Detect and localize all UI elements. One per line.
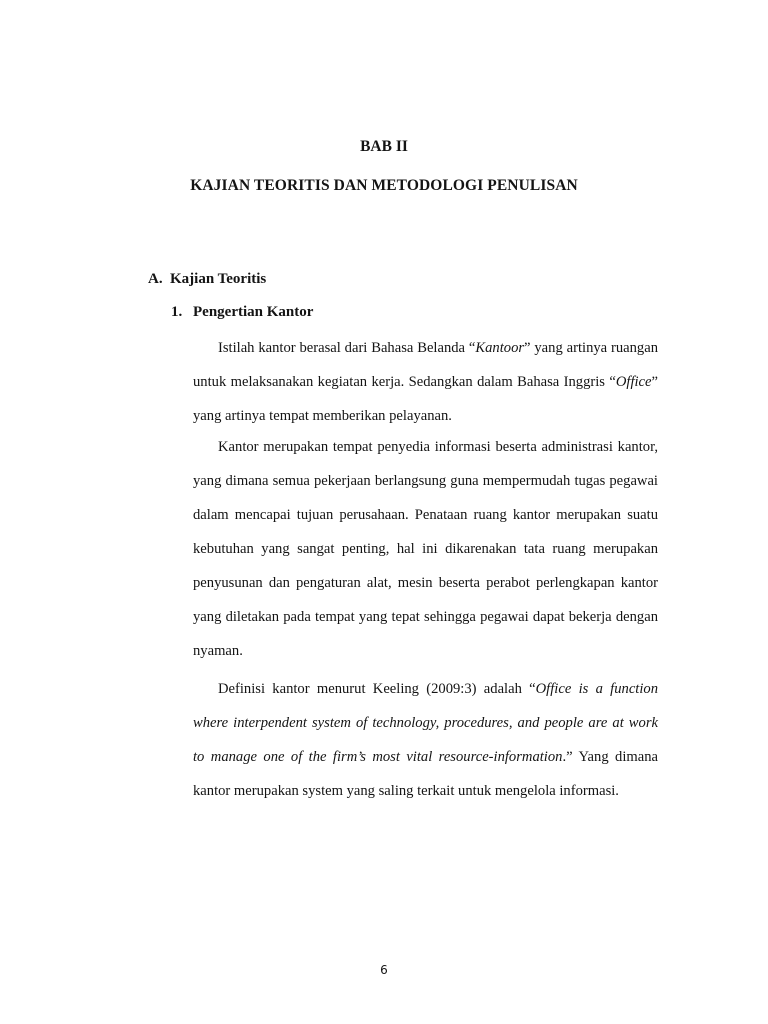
paragraph-keeling-definition [193,672,658,808]
term-office: Office [615,374,652,390]
section-title: Kajian Teoritis [170,271,267,287]
subsection-title: Pengertian Kantor [193,304,314,320]
page-number: 6 [380,963,388,977]
chapter-number: BAB II [360,138,408,155]
paragraph-text: Istilah kantor berasal dari Bahasa Belanda “ [218,340,476,356]
section-heading [148,271,266,288]
paragraph-kantor-function: Kantor merupakan tempat penyedia informasi beserta administrasi kantor, yang dimana semua pekerjaan berlangsung guna mempermudah tugas pegawai dalam mencapai tujuan perusahaan. Penataan ruang kantor merupakan suatu kebutuhan yang sangat penting, hal ini dikarenakan tata ruang merupakan penyusunan dan pengaturan alat, mesin beserta perabot perlengkapan kantor yang diletakan pada tempat yang tepat sehingga pegawai dapat bekerja dengan nyaman. [193,439,658,659]
keeling-quote: Office is a function where interpendent system of technology, procedures, and people are at work to manage one of the firm’s most vital resource-information [193,681,658,765]
chapter-title: KAJIAN TEORITIS DAN METODOLOGI PENULISAN [190,177,578,194]
paragraph-text: .” Yang dimana kantor merupakan system yang saling terkait untuk mengelola informasi. [193,749,658,799]
paragraph-kantor-etymology [193,331,658,433]
subsection-heading [171,304,313,321]
subsection-marker: 1. [171,304,183,320]
section-marker: A. [148,271,163,287]
paragraph-text: Definisi kantor menurut Keeling (2009:3) adalah “ [218,681,536,697]
paragraph-text: ” yang artinya ruangan untuk melaksanakan kegiatan kerja. Sedangkan dalam Bahasa Inggris “ [193,340,658,390]
term-kantoor: Kantoor [475,340,525,356]
paragraph-text: ” yang artinya tempat memberikan pelayanan. [193,374,658,424]
